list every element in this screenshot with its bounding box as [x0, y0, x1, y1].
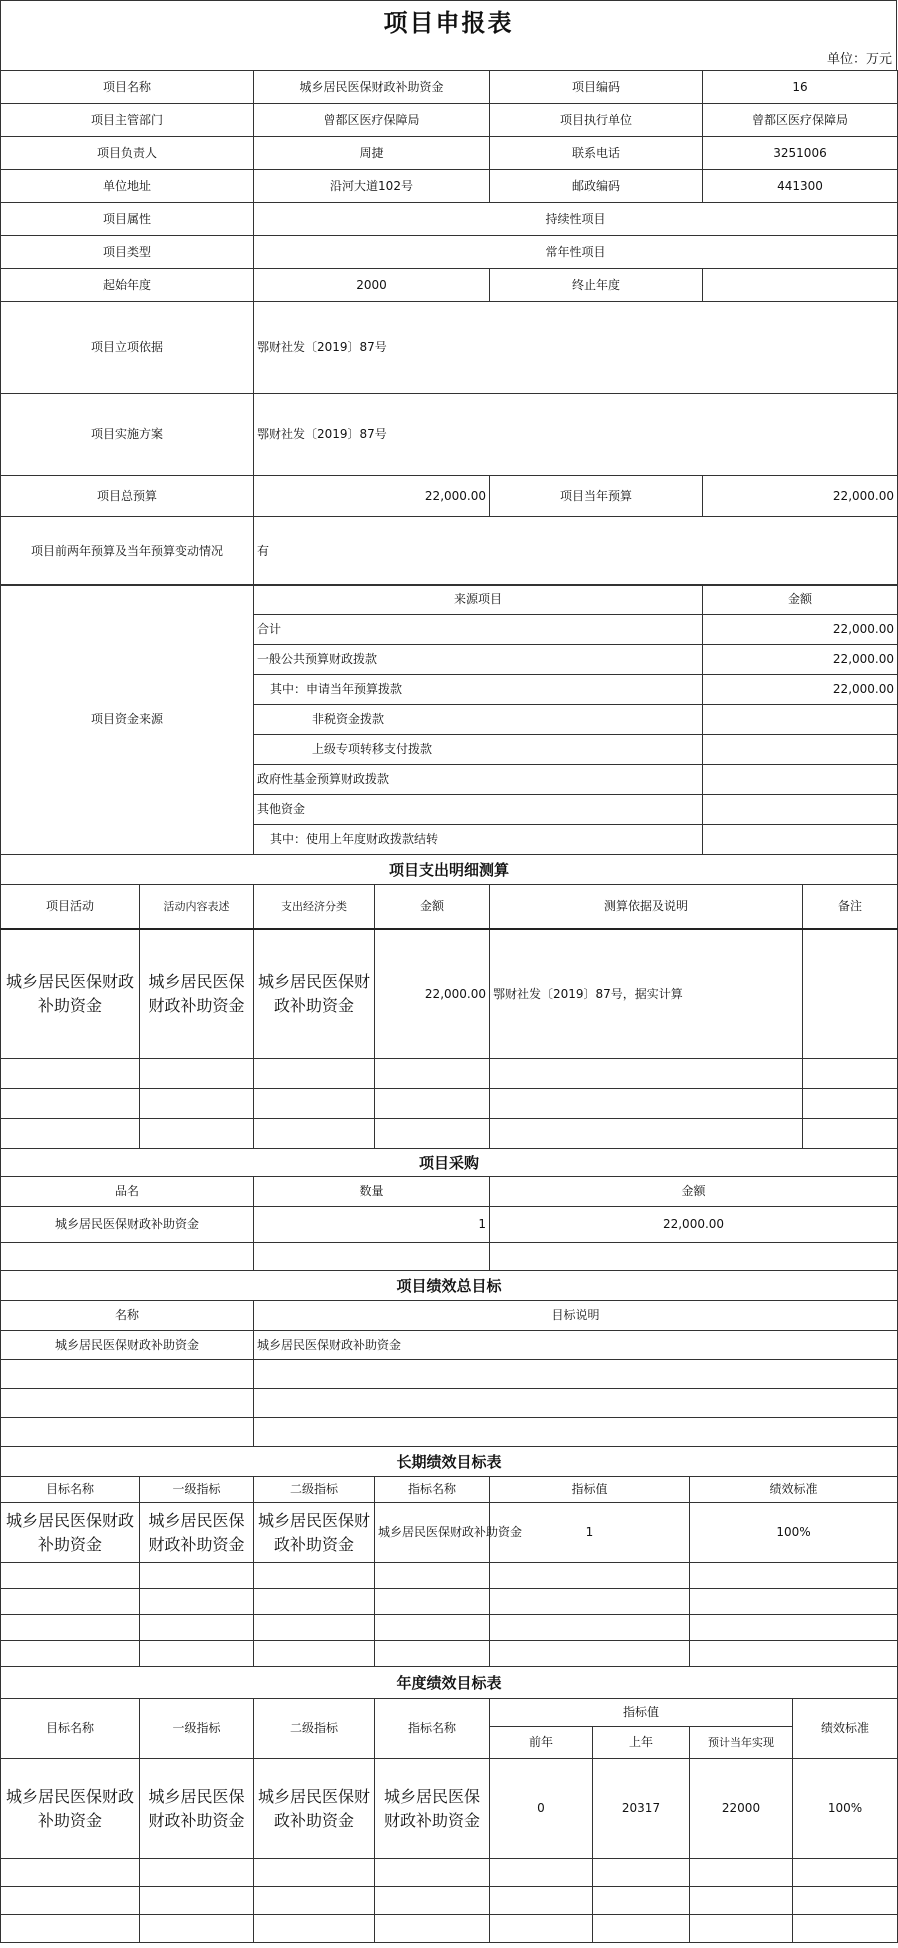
table-row — [1, 1059, 898, 1089]
purchase-table — [0, 1148, 898, 1271]
annual-prev1: 20317 — [593, 1759, 690, 1859]
annual-level1: 城乡居民医保财政补助资金 — [140, 1759, 254, 1859]
table-row — [1, 1331, 898, 1360]
exec-unit-value: 曾都区医疗保障局 — [703, 104, 898, 137]
table-row — [1, 394, 898, 476]
annual-section-title: 年度绩效目标表 — [1, 1667, 898, 1699]
table-row — [1, 885, 898, 929]
longterm-performance-table — [0, 1446, 898, 1667]
dept-value: 曾都区医疗保障局 — [254, 104, 490, 137]
table-row — [1, 1641, 898, 1667]
funding-source-table — [0, 584, 898, 855]
budget-change-label: 项目前两年预算及当年预算变动情况 — [1, 517, 254, 586]
longterm-header: 绩效标准 — [690, 1477, 898, 1503]
table-row — [1, 302, 898, 394]
project-name-value: 城乡居民医保财政补助资金 — [254, 71, 490, 104]
expense-header: 测算依据及说明 — [490, 885, 803, 929]
funding-row-amount — [703, 765, 898, 795]
funding-amount-header: 金额 — [703, 585, 898, 615]
longterm-level2: 城乡居民医保财政补助资金 — [254, 1503, 375, 1563]
annual-subheader: 前年 — [490, 1727, 593, 1759]
funding-row-amount — [703, 735, 898, 765]
attribute-label: 项目属性 — [1, 203, 254, 236]
longterm-header: 指标名称 — [375, 1477, 490, 1503]
purchase-amount: 22,000.00 — [490, 1207, 898, 1243]
expense-header: 项目活动 — [1, 885, 140, 929]
annual-header: 一级指标 — [140, 1699, 254, 1759]
funding-source-header: 来源项目 — [254, 585, 703, 615]
basis-value: 鄂财社发〔2019〕87号 — [254, 302, 898, 394]
purchase-header: 金额 — [490, 1177, 898, 1207]
table-row — [1, 137, 898, 170]
longterm-goal: 城乡居民医保财政补助资金 — [1, 1503, 140, 1563]
table-row — [1, 1149, 898, 1177]
funding-row-name: 非税资金拨款 — [254, 705, 703, 735]
owner-value: 周捷 — [254, 137, 490, 170]
dept-label: 项目主管部门 — [1, 104, 254, 137]
funding-row-amount — [703, 705, 898, 735]
expense-amount: 22,000.00 — [375, 929, 490, 1059]
start-year-value: 2000 — [254, 269, 490, 302]
table-row — [1, 1389, 898, 1418]
longterm-indicator: 城乡居民医保财政补助资金 — [375, 1503, 490, 1563]
phone-label: 联系电话 — [490, 137, 703, 170]
plan-value: 鄂财社发〔2019〕87号 — [254, 394, 898, 476]
funding-row-amount: 22,000.00 — [703, 615, 898, 645]
table-row — [1, 1418, 898, 1447]
expense-header: 支出经济分类 — [254, 885, 375, 929]
table-row — [1, 1563, 898, 1589]
table-row — [1, 269, 898, 302]
exec-unit-label: 项目执行单位 — [490, 104, 703, 137]
annual-subheader: 上年 — [593, 1727, 690, 1759]
expense-header: 金额 — [375, 885, 490, 929]
funding-row-name: 一般公共预算财政拨款 — [254, 645, 703, 675]
longterm-header: 目标名称 — [1, 1477, 140, 1503]
annual-header: 指标名称 — [375, 1699, 490, 1759]
plan-label: 项目实施方案 — [1, 394, 254, 476]
goal-desc: 城乡居民医保财政补助资金 — [254, 1331, 898, 1360]
longterm-standard: 100% — [690, 1503, 898, 1563]
expense-header: 活动内容表述 — [140, 885, 254, 929]
project-code-label: 项目编码 — [490, 71, 703, 104]
budget-change-value: 有 — [254, 517, 898, 586]
current-budget-value: 22,000.00 — [703, 476, 898, 517]
project-name-label: 项目名称 — [1, 71, 254, 104]
phone-value: 3251006 — [703, 137, 898, 170]
expense-activity: 城乡居民医保财政补助资金 — [1, 929, 140, 1059]
table-row — [1, 1667, 898, 1699]
performance-goal-table — [0, 1270, 898, 1447]
annual-header: 目标名称 — [1, 1699, 140, 1759]
table-row — [1, 1119, 898, 1149]
funding-row-name: 政府性基金预算财政拨款 — [254, 765, 703, 795]
expense-category: 城乡居民医保财政补助资金 — [254, 929, 375, 1059]
table-row — [1, 1915, 898, 1943]
table-row — [1, 517, 898, 586]
purchase-section-title: 项目采购 — [1, 1149, 898, 1177]
table-row — [1, 1177, 898, 1207]
table-row — [1, 1503, 898, 1563]
annual-indicator: 城乡居民医保财政补助资金 — [375, 1759, 490, 1859]
longterm-section-title: 长期绩效目标表 — [1, 1447, 898, 1477]
annual-current: 22000 — [690, 1759, 793, 1859]
expense-header: 备注 — [803, 885, 898, 929]
goal-header: 目标说明 — [254, 1301, 898, 1331]
annual-performance-table — [0, 1666, 898, 1943]
expense-detail-table — [0, 854, 898, 1149]
annual-standard: 100% — [793, 1759, 898, 1859]
table-row — [1, 236, 898, 269]
annual-header: 二级指标 — [254, 1699, 375, 1759]
purchase-header: 品名 — [1, 1177, 254, 1207]
table-row — [1, 1477, 898, 1503]
annual-header: 指标值 — [490, 1699, 793, 1727]
annual-subheader: 预计当年实现 — [690, 1727, 793, 1759]
table-row — [1, 1271, 898, 1301]
funding-row-name: 上级专项转移支付拨款 — [254, 735, 703, 765]
total-budget-label: 项目总预算 — [1, 476, 254, 517]
table-row — [1, 929, 898, 1059]
type-label: 项目类型 — [1, 236, 254, 269]
table-row — [1, 1589, 898, 1615]
funding-row-amount — [703, 825, 898, 855]
funding-row-amount: 22,000.00 — [703, 675, 898, 705]
table-row — [1, 1207, 898, 1243]
total-budget-value: 22,000.00 — [254, 476, 490, 517]
type-value: 常年性项目 — [254, 236, 898, 269]
annual-level2: 城乡居民医保财政补助资金 — [254, 1759, 375, 1859]
expense-basis: 鄂财社发〔2019〕87号，据实计算 — [490, 929, 803, 1059]
table-row — [1, 1859, 898, 1887]
goal-name: 城乡居民医保财政补助资金 — [1, 1331, 254, 1360]
purchase-header: 数量 — [254, 1177, 490, 1207]
table-row — [1, 71, 898, 104]
table-row — [1, 1301, 898, 1331]
table-row — [1, 585, 898, 615]
funding-row-name: 其中：申请当年预算拨款 — [254, 675, 703, 705]
funding-row-name: 合计 — [254, 615, 703, 645]
longterm-value: 1 — [490, 1503, 690, 1563]
table-row — [1, 1447, 898, 1477]
annual-goal: 城乡居民医保财政补助资金 — [1, 1759, 140, 1859]
form-title: 项目申报表 — [0, 0, 897, 43]
expense-section-title: 项目支出明细测算 — [1, 855, 898, 885]
end-year-value — [703, 269, 898, 302]
table-row — [1, 1360, 898, 1389]
purchase-qty: 1 — [254, 1207, 490, 1243]
owner-label: 项目负责人 — [1, 137, 254, 170]
annual-header: 绩效标准 — [793, 1699, 898, 1759]
table-row — [1, 1759, 898, 1859]
expense-note — [803, 929, 898, 1059]
current-budget-label: 项目当年预算 — [490, 476, 703, 517]
table-row — [1, 1089, 898, 1119]
goal-header: 名称 — [1, 1301, 254, 1331]
end-year-label: 终止年度 — [490, 269, 703, 302]
unit-label: 单位：万元 — [0, 42, 897, 70]
address-value: 沿河大道102号 — [254, 170, 490, 203]
longterm-level1: 城乡居民医保财政补助资金 — [140, 1503, 254, 1563]
goal-section-title: 项目绩效总目标 — [1, 1271, 898, 1301]
funding-row-amount — [703, 795, 898, 825]
funding-row-amount: 22,000.00 — [703, 645, 898, 675]
zip-value: 441300 — [703, 170, 898, 203]
attribute-value: 持续性项目 — [254, 203, 898, 236]
funding-row-name: 其中：使用上年度财政拨款结转 — [254, 825, 703, 855]
longterm-header: 指标值 — [490, 1477, 690, 1503]
project-code-value: 16 — [703, 71, 898, 104]
longterm-header: 一级指标 — [140, 1477, 254, 1503]
purchase-name: 城乡居民医保财政补助资金 — [1, 1207, 254, 1243]
address-label: 单位地址 — [1, 170, 254, 203]
table-row — [1, 1243, 898, 1271]
project-info-table — [0, 70, 898, 586]
table-row — [1, 476, 898, 517]
annual-prev2: 0 — [490, 1759, 593, 1859]
funding-row-name: 其他资金 — [254, 795, 703, 825]
table-row — [1, 104, 898, 137]
basis-label: 项目立项依据 — [1, 302, 254, 394]
start-year-label: 起始年度 — [1, 269, 254, 302]
table-row — [1, 1887, 898, 1915]
table-row — [1, 203, 898, 236]
table-row — [1, 855, 898, 885]
zip-label: 邮政编码 — [490, 170, 703, 203]
table-row — [1, 1699, 898, 1727]
funding-label: 项目资金来源 — [1, 585, 254, 855]
expense-content: 城乡居民医保财政补助资金 — [140, 929, 254, 1059]
table-row — [1, 1615, 898, 1641]
longterm-header: 二级指标 — [254, 1477, 375, 1503]
table-row — [1, 170, 898, 203]
